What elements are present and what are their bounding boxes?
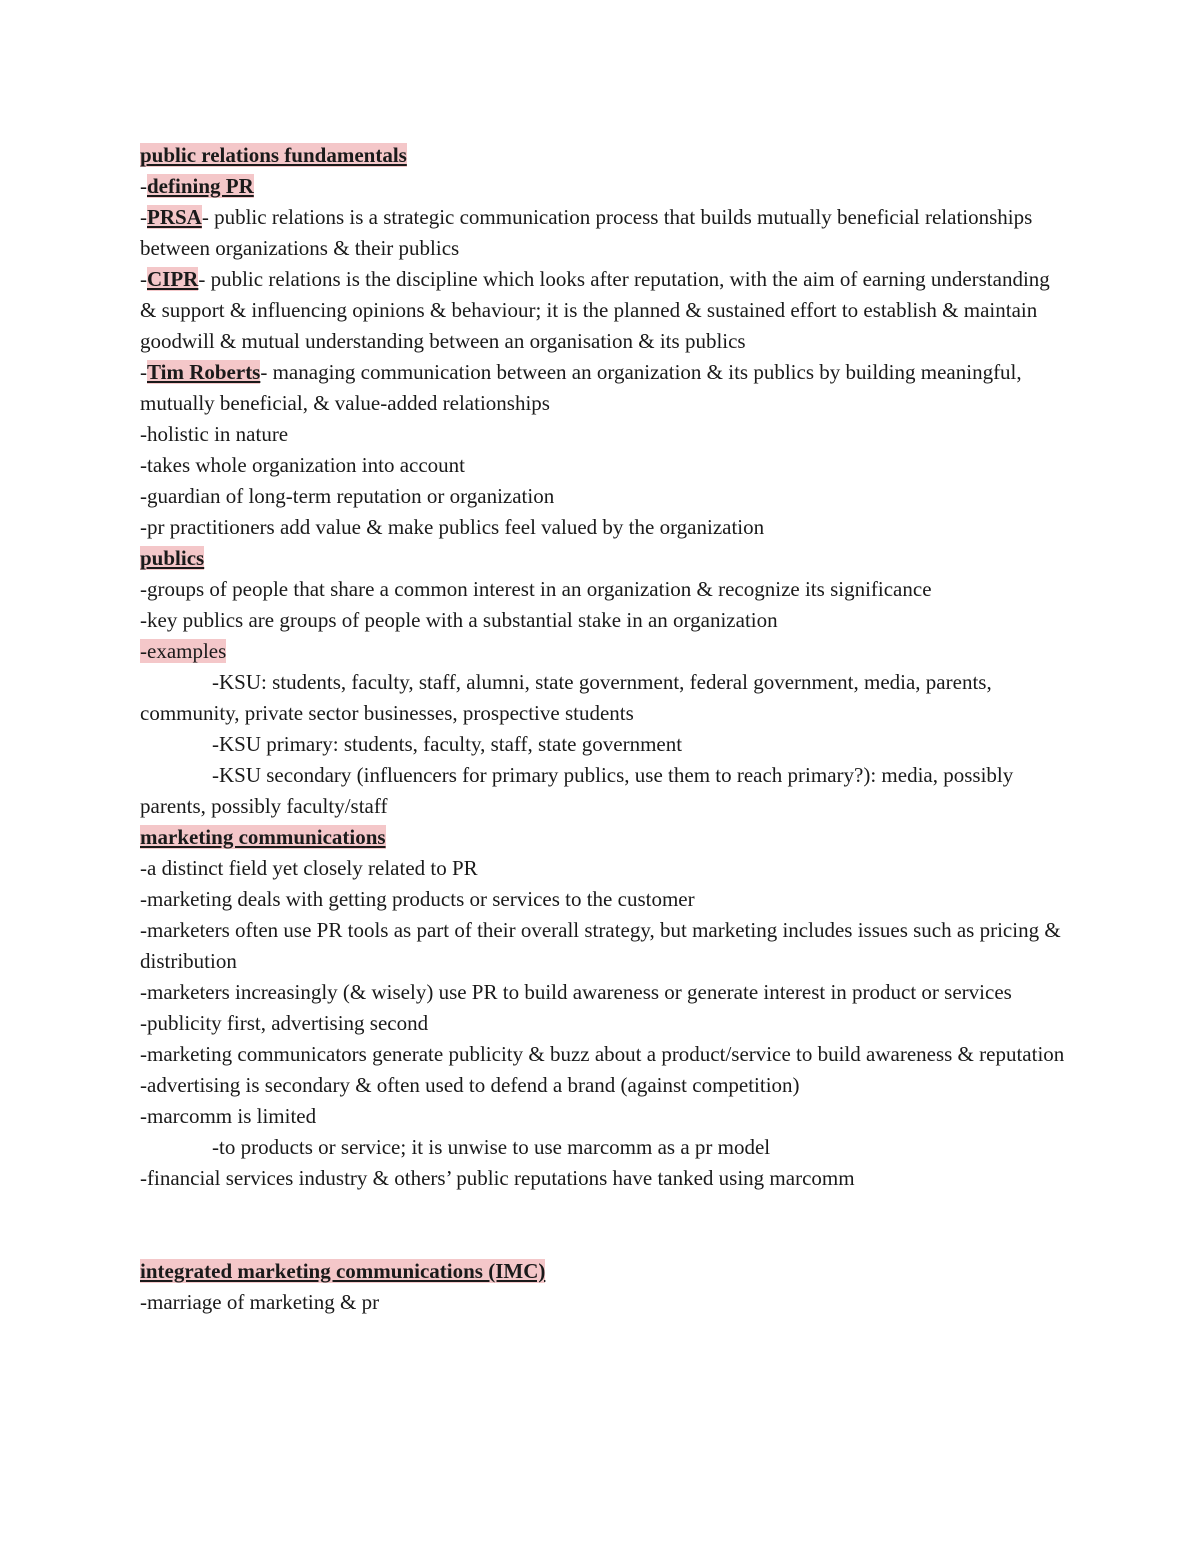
list-item: -takes whole organization into account: [140, 453, 466, 477]
sub-list-item: -KSU primary: students, faculty, staff, state government: [212, 732, 683, 756]
heading-text: marketing communications: [140, 825, 386, 849]
list-item: -groups of people that share a common interest in an organization & recognize its significance: [140, 577, 932, 601]
list-item: -a distinct field yet closely related to PR: [140, 856, 478, 880]
definition-label: CIPR: [147, 267, 199, 291]
list-item: -pr practitioners add value & make publics feel valued by the organization: [140, 515, 765, 539]
dash: -: [140, 267, 147, 291]
definition-label: Tim Roberts: [147, 360, 261, 384]
subheading-line: [140, 171, 1070, 202]
definition-label: PRSA: [147, 205, 202, 229]
subheading-text: defining PR: [147, 174, 254, 198]
blank-space: [140, 1194, 1070, 1256]
dash: -: [140, 205, 147, 229]
list-item: -holistic in nature: [140, 422, 289, 446]
list-item: -marketers often use PR tools as part of their overall strategy, but marketing includes issues such as pricing & distribution: [140, 918, 1061, 973]
section-heading: [140, 1256, 1070, 1287]
list-item: -publicity first, advertising second: [140, 1011, 429, 1035]
sub-list-item: -KSU: students, faculty, staff, alumni, state government, federal government, media, parents, community, private sector businesses, prospective students: [140, 670, 992, 725]
list-item: -marcomm is limited: [140, 1104, 317, 1128]
dash: -: [140, 174, 147, 198]
list-item: -guardian of long-term reputation or organization: [140, 484, 555, 508]
list-item: -marketing communicators generate publicity & buzz about a product/service to build awareness & reputation: [140, 1042, 1065, 1066]
list-item: -marketers increasingly (& wisely) use PR to build awareness or generate interest in product or services: [140, 980, 1012, 1004]
definition-text: - public relations is a strategic communication process that builds mutually beneficial relationships between organizations & their publics: [140, 205, 1033, 260]
examples-label: -examples: [140, 639, 227, 663]
list-item: -financial services industry & others’ public reputations have tanked using marcomm: [140, 1166, 855, 1190]
heading-text: integrated marketing communications (IMC): [140, 1259, 546, 1283]
dash: -: [140, 360, 147, 384]
examples-line: [140, 636, 1070, 667]
sub-list-item: -to products or service; it is unwise to use marcomm as a pr model: [212, 1135, 771, 1159]
sub-list-item: -KSU secondary (influencers for primary publics, use them to reach primary?): media, possibly parents, possibly faculty/staff: [140, 763, 1014, 818]
list-item: -key publics are groups of people with a substantial stake in an organization: [140, 608, 778, 632]
section-heading: [140, 822, 1070, 853]
list-item: -marriage of marketing & pr: [140, 1290, 380, 1314]
list-item: -advertising is secondary & often used to defend a brand (against competition): [140, 1073, 800, 1097]
definition-text: - public relations is the discipline which looks after reputation, with the aim of earning understanding & support & influencing opinions & behaviour; it is the planned & sustained effort to establish & maintain goodwill & mutual understanding between an organisation & its publics: [140, 267, 1050, 353]
heading-text: public relations fundamentals: [140, 143, 407, 167]
section-heading: [140, 543, 1070, 574]
definition-cipr: [140, 264, 1070, 357]
heading-text: publics: [140, 546, 205, 570]
definition-text: - managing communication between an organization & its publics by building meaningful, mutually beneficial, & value-added relationships: [140, 360, 1022, 415]
definition-tim-roberts: [140, 357, 1070, 419]
definition-prsa: [140, 202, 1070, 264]
list-item: -marketing deals with getting products or services to the customer: [140, 887, 695, 911]
section-heading: [140, 140, 1070, 171]
